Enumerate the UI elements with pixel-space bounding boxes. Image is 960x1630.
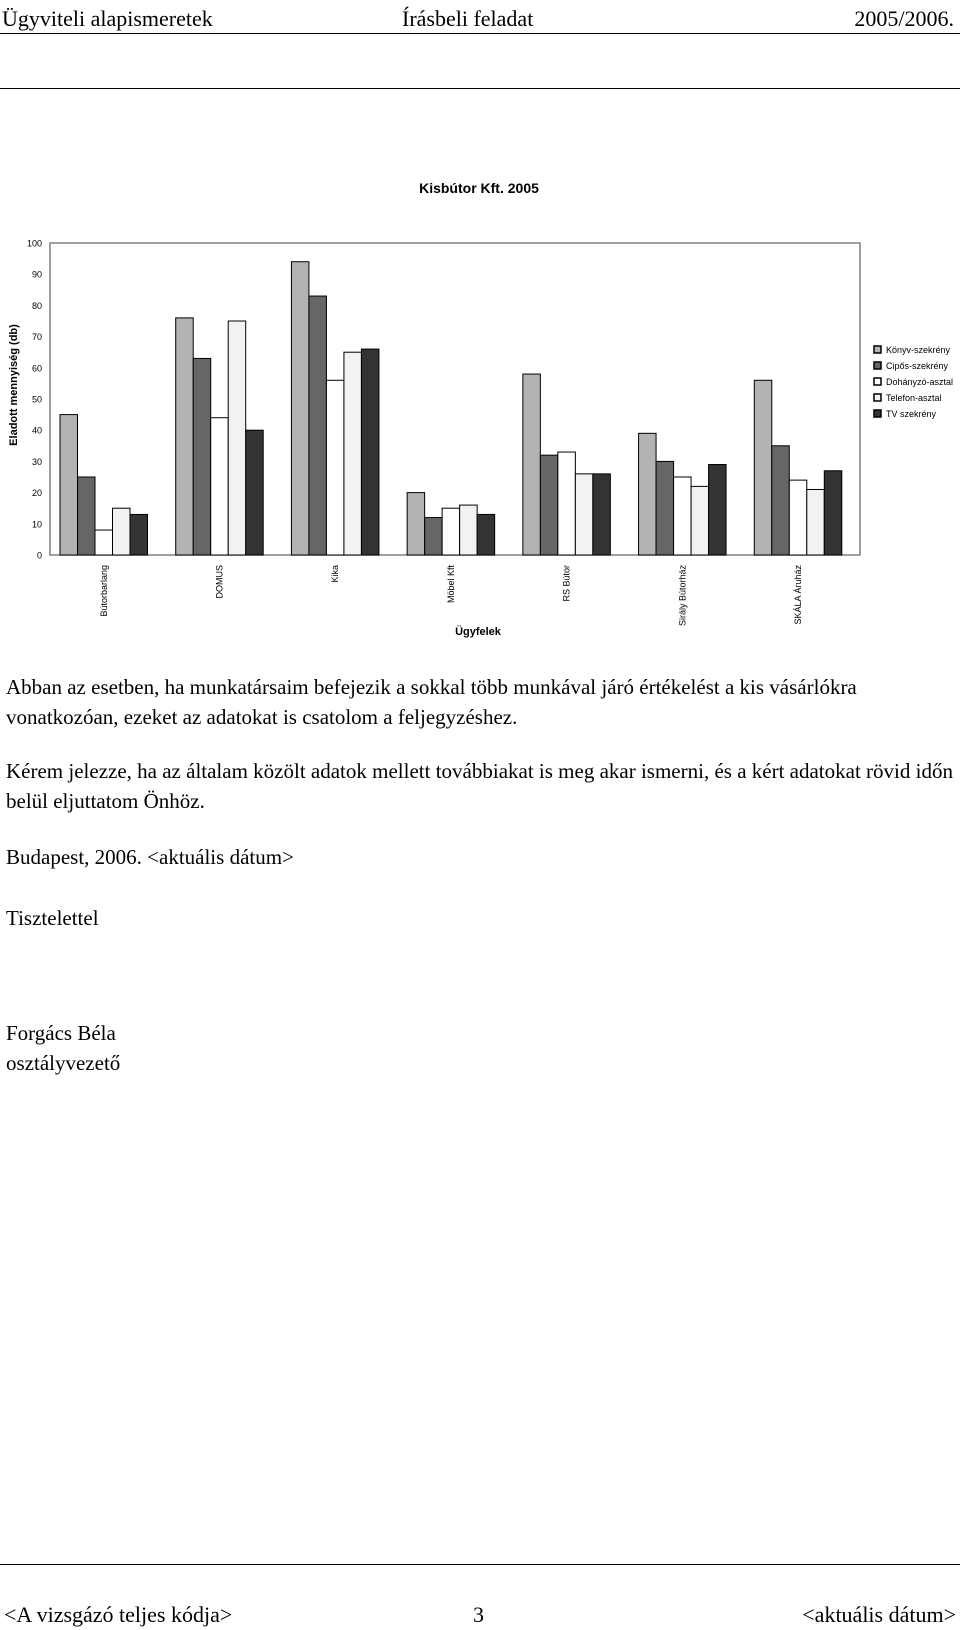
bar [309, 296, 327, 555]
y-tick-label: 100 [26, 238, 42, 249]
y-tick-label: 90 [31, 269, 42, 280]
bar [78, 477, 96, 555]
bar [460, 505, 478, 555]
legend-swatch [874, 378, 881, 385]
signer-title: osztályvezető [6, 1051, 121, 1075]
bar [789, 480, 807, 555]
bar [193, 358, 211, 555]
bar [130, 514, 148, 555]
sales-chart [0, 180, 960, 650]
footer-examinee-code: <A vizsgázó teljes kódja> [4, 1602, 233, 1627]
y-tick-label: 60 [31, 363, 42, 374]
y-tick-label: 20 [31, 488, 42, 499]
bar [361, 349, 379, 555]
legend-label: Cipős-szekrény [886, 361, 949, 371]
bar [113, 508, 131, 555]
header-school-year: 2005/2006. [854, 6, 954, 31]
y-tick-label: 40 [31, 425, 42, 436]
place-date: Budapest, 2006. <aktuális dátum> [6, 845, 294, 869]
bar [523, 374, 541, 555]
footer-page-number: 3 [473, 1602, 484, 1627]
bar [60, 415, 78, 555]
y-tick-label: 80 [31, 300, 42, 311]
bar [228, 321, 246, 555]
y-tick-label: 50 [31, 394, 42, 405]
bar [824, 471, 842, 555]
bar [656, 461, 674, 555]
bar [575, 474, 593, 555]
bar [709, 465, 727, 555]
bar [407, 493, 425, 555]
chart-svg [0, 180, 960, 650]
bar [593, 474, 611, 555]
paragraph-2: Kérem jelezze, ha az általam közölt adatok mellett továbbiakat is meg akar ismerni, és a kért adatokat rövid időn belül eljuttatom Önhöz. [6, 759, 953, 813]
header-subject: Ügyviteli alapismeretek [2, 6, 213, 31]
bar [211, 418, 229, 555]
bar [540, 455, 558, 555]
bar [558, 452, 576, 555]
bar [442, 508, 460, 555]
x-tick-label: SKÁLA Áruház [793, 565, 804, 625]
bar [425, 518, 443, 555]
x-tick-label: Bútorbarlang [98, 565, 109, 617]
y-tick-label: 10 [31, 519, 42, 530]
legend-swatch [874, 346, 881, 353]
footer-rule [0, 1564, 960, 1565]
page-header [0, 0, 960, 34]
legend-swatch [874, 394, 881, 401]
plot-area [27, 239, 860, 627]
header-rule-lower [0, 88, 960, 89]
bar [246, 430, 264, 555]
chart-legend [874, 345, 953, 419]
legend-label: Könyv-szekrény [886, 345, 951, 355]
bar [807, 489, 825, 555]
paragraph-1: Abban az esetben, ha munkatársaim befejezik a sokkal több munkával járó értékelést a kis vásárlókra vonatkozóan, ezeket az adatokat is csatolom a feljegyzéshez. [6, 675, 857, 729]
footer-date: <aktuális dátum> [802, 1602, 956, 1627]
bar [639, 433, 657, 555]
bar [291, 262, 309, 555]
bar [344, 352, 362, 555]
x-tick-label: DOMUS [214, 565, 225, 599]
signer-name: Forgács Béla [6, 1021, 116, 1045]
bar [691, 486, 709, 555]
header-rule [0, 33, 960, 34]
legend-swatch [874, 410, 881, 417]
y-tick-label: 30 [31, 456, 42, 467]
y-axis-label: Eladott mennyiség (db) [8, 324, 20, 446]
bar [176, 318, 194, 555]
chart-title: Kisbútor Kft. 2005 [419, 180, 539, 196]
x-axis-label: Ügyfelek [455, 626, 501, 638]
legend-swatch [874, 362, 881, 369]
bar [674, 477, 692, 555]
x-tick-label: Sirály Bútorház [677, 565, 688, 627]
legend-label: TV szekrény [886, 409, 937, 419]
bar [95, 530, 113, 555]
legend-label: Dohányzó-asztal [886, 377, 954, 387]
bar [772, 446, 790, 555]
x-tick-label: Kika [330, 565, 341, 583]
header-task-type: Írásbeli feladat [402, 6, 534, 31]
x-tick-label: RS Bútor [561, 565, 572, 602]
y-tick-label: 0 [36, 550, 42, 561]
bar [326, 380, 344, 555]
y-tick-label: 70 [31, 332, 42, 343]
x-tick-label: Möbel Kft [445, 565, 456, 604]
legend-label: Telefon-asztal [886, 393, 942, 403]
bar [477, 514, 495, 555]
bar [754, 380, 772, 555]
greeting: Tisztelettel [6, 906, 99, 930]
